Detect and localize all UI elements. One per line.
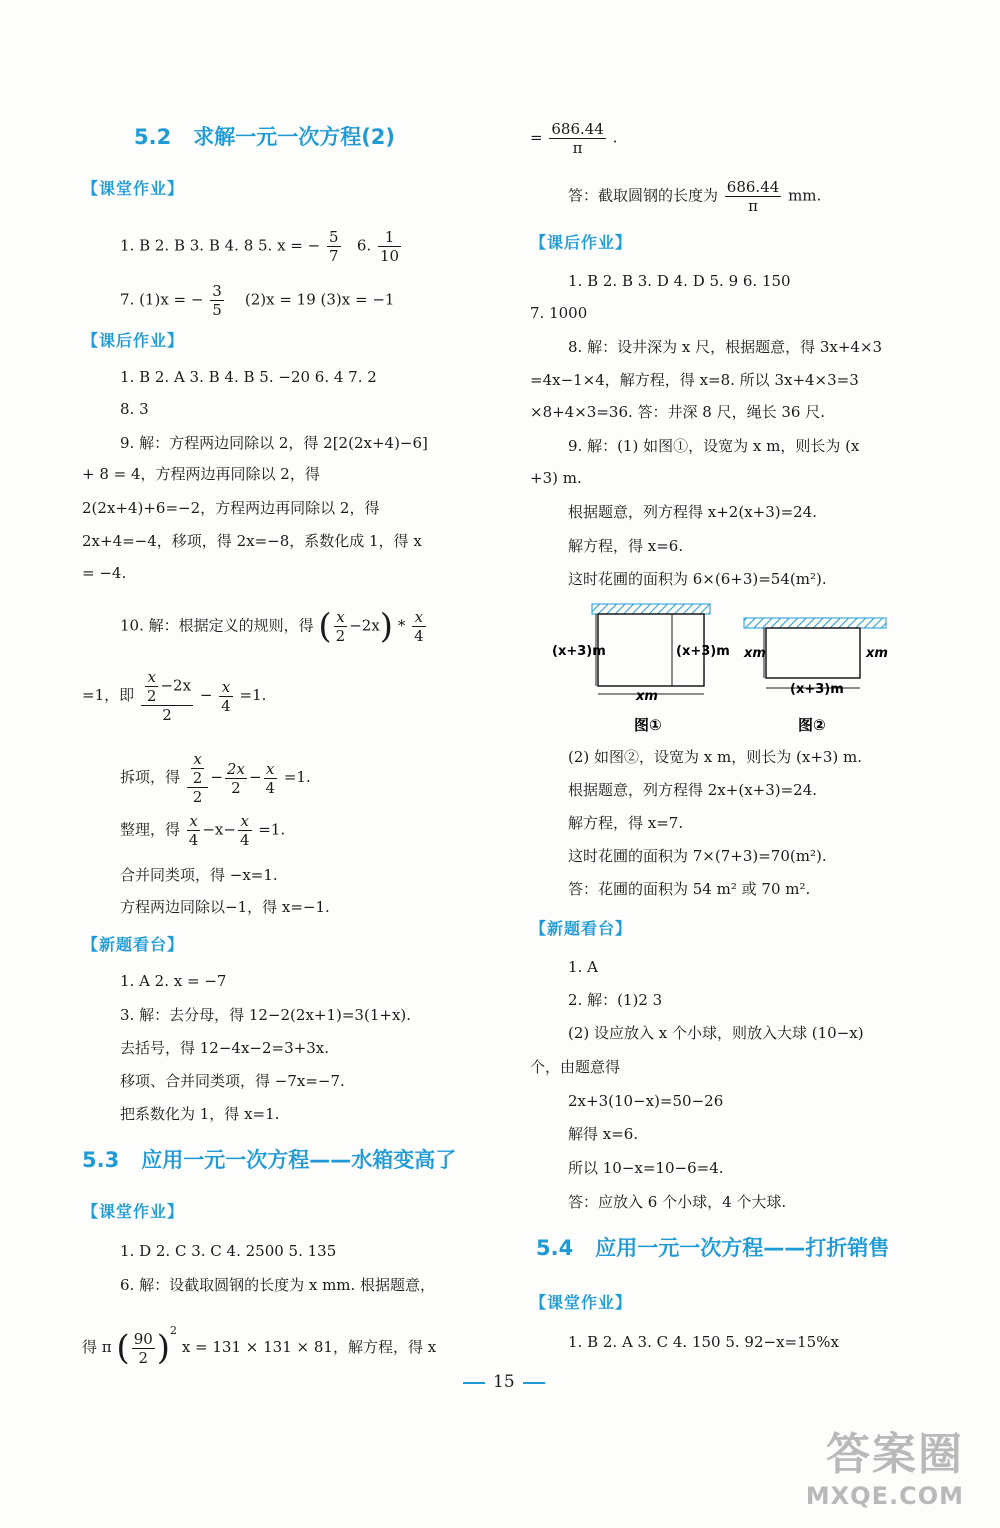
denominator: 2 — [231, 778, 241, 797]
answer-line: +3) m. — [530, 469, 582, 487]
denominator: 4 — [414, 627, 424, 645]
answer-line: 9. 解：方程两边同除以 2，得 2[2(2x+4)−6] — [120, 434, 428, 452]
answer-line: 根据题意，列方程得 x+2(x+3)=24. — [568, 503, 818, 521]
numerator: x — [264, 760, 278, 779]
answer-line — [120, 282, 394, 319]
figure-2 — [743, 618, 888, 734]
denominator: 10 — [379, 247, 400, 265]
answer-line: 解方程，得 x=6. — [568, 537, 684, 555]
answer-line: =4x−1×4，解方程，得 x=8. 所以 3x+4×3=3 — [530, 371, 859, 389]
fraction — [132, 1330, 155, 1367]
tag-classwork: 【课堂作业】 — [82, 179, 185, 198]
section-title-5-4 — [536, 1237, 889, 1259]
fraction — [187, 812, 201, 849]
fig1-caption: 图① — [634, 716, 662, 734]
dash-decoration — [463, 1382, 485, 1384]
garden-figures — [552, 600, 922, 745]
answer-line: 合并同类项，得 −x=1. — [120, 866, 278, 884]
answer-line: 解得 x=6. — [568, 1125, 639, 1143]
answer-text: 答：截取圆钢的长度为 — [568, 186, 719, 205]
answer-line — [82, 668, 266, 724]
paren: ( — [116, 1328, 130, 1368]
denominator: 2 — [335, 627, 346, 645]
numerator: 5 — [329, 228, 339, 246]
denominator: 2 — [192, 769, 203, 787]
answer-line: 1. A — [568, 958, 598, 976]
tag-classwork: 【课堂作业】 — [530, 1293, 633, 1312]
answer-line: 个，由题意得 — [530, 1058, 621, 1076]
watermark — [806, 1418, 964, 1510]
denominator: π — [748, 197, 758, 215]
operator: * — [397, 616, 406, 635]
answer-text: −2x — [349, 616, 380, 635]
answer-line — [120, 228, 403, 265]
answer-line: 2. 解：(1)2 3 — [568, 991, 663, 1009]
answer-line: 1. B 2. A 3. C 4. 150 5. 92−x=15%x — [568, 1333, 839, 1351]
answer-line: 3. 解：去分母，得 12−2(2x+1)=3(1+x). — [120, 1006, 412, 1024]
answer-line: 2x+3(10−x)=50−26 — [568, 1092, 724, 1110]
denominator: 4 — [188, 831, 199, 849]
tag-homework: 【课后作业】 — [530, 233, 633, 252]
numerator: 90 — [133, 1329, 153, 1348]
numerator: x — [145, 668, 159, 687]
answer-line: 1. D 2. C 3. C 4. 2500 5. 135 — [120, 1242, 337, 1260]
answer-line: 6. 解：设截取圆钢的长度为 x mm. 根据题意， — [120, 1276, 436, 1294]
answer-text: =1. — [283, 768, 311, 786]
numerator: x — [219, 678, 233, 697]
answer-text: 得 π — [82, 1338, 112, 1356]
numerator: 686.44 — [551, 120, 604, 138]
answer-line: 拆项，得 $\frac{\frac{x}{2}}{2}$ − $\frac{2x}{2}$ − $\frac{x}{4}$ =1. — [120, 750, 311, 806]
answer-text: 7. (1)x = − — [120, 290, 204, 309]
section-heading: 应用一元一次方程——水箱变高了 — [141, 1148, 457, 1172]
section-number: 5.2 — [134, 125, 172, 149]
answer-line: 1. B 2. A 3. B 4. B 5. −20 6. 4 7. 2 — [120, 368, 377, 386]
answer-text: 10. 解：根据定义的规则，得 — [120, 616, 314, 635]
wall-hatch — [592, 604, 710, 614]
answer-line: 1. A 2. x = −7 — [120, 972, 227, 990]
fig2-right-label: xm — [866, 646, 888, 661]
watermark-url: MXQE.COM — [805, 1482, 964, 1510]
answer-line — [120, 608, 428, 645]
denominator: 2 — [162, 706, 172, 724]
denominator: 2 — [146, 687, 157, 705]
answer-line: 8. 解：设井深为 x 尺，根据题意，得 3x+4×3 — [568, 338, 883, 356]
answer-text: mm. — [788, 186, 822, 205]
fraction — [145, 668, 159, 705]
answer-text: =1，即 — [82, 686, 135, 704]
tag-classwork: 【课堂作业】 — [82, 1202, 185, 1221]
denominator: 2 — [138, 1348, 148, 1367]
dash-decoration — [523, 1382, 545, 1384]
section-heading: 应用一元一次方程——打折销售 — [595, 1236, 890, 1260]
paren: ( — [318, 606, 332, 647]
answer-line: 这时花圃的面积为 7×(7+3)=70(m²). — [568, 847, 827, 865]
answer-line: 移项、合并同类项，得 −7x=−7. — [120, 1072, 345, 1090]
denominator: 4 — [239, 831, 250, 849]
section-heading: 求解一元一次方程(2) — [193, 125, 396, 149]
compound-fraction — [187, 750, 209, 806]
answer-text: (2)x = 19 (3)x = −1 — [244, 290, 395, 309]
answer-line — [568, 178, 821, 215]
answer-text: 6. — [356, 236, 372, 255]
section-title-5-3 — [82, 1149, 456, 1171]
tag-homework: 【课后作业】 — [82, 331, 185, 350]
wall-hatch — [744, 618, 886, 628]
numerator — [187, 750, 209, 788]
page-number-text: 15 — [493, 1372, 515, 1392]
numerator: 686.44 — [726, 178, 780, 196]
numerator — [141, 668, 193, 706]
answer-line: 这时花圃的面积为 6×(6+3)=54(m²). — [568, 570, 827, 588]
answer-line: 得 π ( $\frac{90}{2}$ )$^2$ x = 131 × 131 × 81，解方程，得 x — [82, 1324, 437, 1368]
numerator: 3 — [212, 282, 222, 300]
operator: − — [199, 686, 213, 704]
fraction — [412, 608, 426, 645]
answer-text: = — [530, 128, 543, 147]
fraction — [238, 812, 252, 849]
answer-text: 整理，得 — [120, 820, 181, 839]
fraction — [549, 120, 606, 157]
answer-line: (2) 设应放入 x 个小球，则放入大球 (10−x) — [568, 1024, 864, 1042]
fraction — [191, 750, 205, 787]
answer-line: 根据题意，列方程得 2x+(x+3)=24. — [568, 781, 818, 799]
answer-text: =1. — [258, 820, 286, 839]
numerator: x — [191, 750, 205, 769]
answer-line: 7. 1000 — [530, 304, 588, 322]
answer-text: −2x — [160, 676, 192, 695]
answer-line: 8. 3 — [120, 400, 149, 418]
answer-text: . — [612, 128, 618, 147]
section-number: 5.3 — [82, 1148, 120, 1172]
answer-line: 2(2x+4)+6=−2，方程两边再同除以 2，得 — [82, 499, 380, 517]
fraction — [225, 760, 247, 797]
fraction — [334, 608, 348, 645]
answer-line: 答：花圃的面积为 54 m² 或 70 m². — [568, 880, 811, 898]
fraction — [725, 178, 782, 215]
paren: ) — [156, 1328, 171, 1368]
fig1-left-label: (x+3)m — [552, 644, 606, 659]
answer-line: 解方程，得 x=7. — [568, 814, 684, 832]
answer-line: ×8+4×3=36. 答：井深 8 尺，绳长 36 尺. — [530, 403, 825, 421]
tag-new-questions: 【新题看台】 — [82, 935, 185, 954]
answer-line: 所以 10−x=10−6=4. — [568, 1159, 724, 1177]
numerator: x — [238, 812, 252, 831]
denominator: 4 — [221, 696, 231, 715]
section-title-5-2 — [134, 126, 395, 148]
answer-line: = −4. — [82, 564, 127, 582]
section-number: 5.4 — [536, 1236, 574, 1260]
fig2-left-label: xm — [744, 646, 766, 661]
fig2-bottom-label: (x+3)m — [790, 682, 844, 697]
answer-line: 方程两边同除以−1，得 x=−1. — [120, 898, 330, 916]
fraction — [264, 760, 278, 797]
fraction — [210, 282, 224, 319]
answer-text: =1. — [239, 686, 267, 704]
numerator: 1 — [378, 228, 401, 247]
answer-text: 拆项，得 — [120, 768, 181, 786]
page-number — [455, 1372, 553, 1392]
watermark-logo: 答案圈 — [826, 1429, 964, 1480]
compound-fraction — [141, 668, 193, 724]
answer-line: 把系数化为 1，得 x=1. — [120, 1105, 280, 1123]
tag-new-questions: 【新题看台】 — [530, 919, 633, 938]
denominator: π — [572, 139, 583, 157]
numerator: x — [412, 608, 426, 627]
denominator: 4 — [265, 778, 276, 797]
answer-line — [120, 812, 285, 849]
denominator: 2 — [192, 788, 203, 806]
fig1-bottom-label: xm — [636, 689, 658, 704]
numerator: x — [334, 608, 348, 627]
answer-line: 去括号，得 12−4x−2=3+3x. — [120, 1039, 329, 1057]
fig1-right-label: (x+3)m — [676, 644, 730, 659]
answer-line: 9. 解：(1) 如图①，设宽为 x m，则长为 (x — [568, 437, 860, 455]
answer-line: (2) 如图②，设宽为 x m，则长为 (x+3) m. — [568, 748, 863, 766]
fraction — [327, 228, 341, 265]
denominator: 7 — [329, 247, 339, 265]
paren: ) — [379, 606, 394, 647]
answer-line: + 8 = 4，方程两边再同除以 2，得 — [82, 465, 320, 483]
fraction — [219, 678, 233, 715]
answer-text: −x− — [202, 820, 236, 839]
denominator: 5 — [212, 301, 222, 319]
fig2-caption: 图② — [798, 716, 826, 734]
answer-text: 1. B 2. B 3. B 4. 8 5. x = − — [120, 236, 321, 255]
answer-line — [530, 120, 617, 157]
numerator: 2x — [226, 759, 245, 778]
answer-line: 2x+4=−4，移项，得 2x=−8，系数化成 1，得 x — [82, 532, 422, 550]
answer-text: x = 131 × 131 × 81，解方程，得 x — [181, 1338, 437, 1356]
garden-rect — [766, 628, 860, 678]
numerator: x — [187, 812, 201, 831]
answer-line: 答：应放入 6 个小球，4 个大球. — [568, 1193, 787, 1211]
figure-1 — [552, 604, 730, 734]
fraction — [378, 228, 401, 265]
answer-line: 1. B 2. B 3. D 4. D 5. 9 6. 150 — [568, 272, 791, 290]
